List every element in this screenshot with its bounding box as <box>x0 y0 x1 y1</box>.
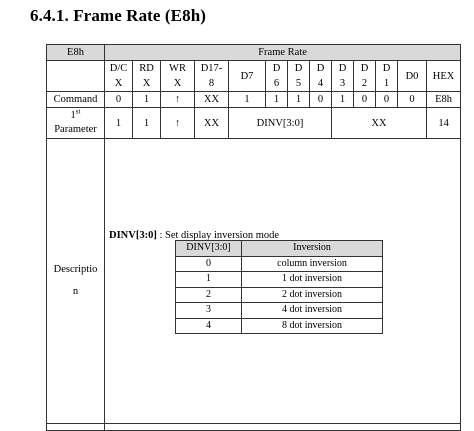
command-label: Command <box>47 92 105 108</box>
inversion-value: 1 <box>176 272 242 288</box>
bit-label-dc: D/C X <box>105 61 133 92</box>
bit-label-d3: D 3 <box>332 61 354 92</box>
register-name: E8h <box>47 45 105 61</box>
command-value: 0 <box>105 92 133 108</box>
dinv-description: DINV[3:0] : Set display inversion mode <box>109 230 280 241</box>
param-d17-8: XX <box>195 108 229 139</box>
inversion-value: 2 <box>176 287 242 303</box>
table-row <box>176 303 383 319</box>
inversion-mode: 2 dot inversion <box>242 287 383 303</box>
param-hex: 14 <box>427 108 461 139</box>
register-title: Frame Rate <box>105 45 461 61</box>
header-row <box>47 45 461 61</box>
empty-corner-cell <box>47 61 105 92</box>
parameter-row <box>47 108 461 139</box>
command-value: 1 <box>288 92 310 108</box>
param-dc: 1 <box>105 108 133 139</box>
bit-label-d17-8: D17- 8 <box>195 61 229 92</box>
inversion-mode: 4 dot inversion <box>242 303 383 319</box>
inversion-value: 3 <box>176 303 242 319</box>
description-row <box>47 139 461 424</box>
command-value: 0 <box>310 92 332 108</box>
bit-label-d1: D 1 <box>376 61 398 92</box>
bit-label-row <box>47 61 461 92</box>
next-row-partial <box>47 424 461 431</box>
bit-label-d5: D 5 <box>288 61 310 92</box>
table-row <box>176 287 383 303</box>
param-dont-care: XX <box>332 108 427 139</box>
param-rd: 1 <box>133 108 161 139</box>
inversion-header-row <box>176 241 383 257</box>
next-row-content-cell <box>105 424 461 431</box>
next-row-label-cell <box>47 424 105 431</box>
bit-label-d4: D 4 <box>310 61 332 92</box>
param-wr: ↑ <box>161 108 195 139</box>
parameter-label: 1st Parameter <box>47 108 105 139</box>
bit-label-wr: WR X <box>161 61 195 92</box>
inversion-mode: 8 dot inversion <box>242 318 383 334</box>
bit-label-d6: D 6 <box>266 61 288 92</box>
param-dinv: DINV[3:0] <box>229 108 332 139</box>
inversion-value: 4 <box>176 318 242 334</box>
inversion-mode: column inversion <box>242 256 383 272</box>
bit-label-rd: RD X <box>133 61 161 92</box>
bit-label-d0: D0 <box>398 61 427 92</box>
command-value: 1 <box>229 92 266 108</box>
command-value: 0 <box>376 92 398 108</box>
inversion-table <box>175 240 383 334</box>
bit-label-hex: HEX <box>427 61 461 92</box>
inversion-mode: 1 dot inversion <box>242 272 383 288</box>
bit-label-d7: D7 <box>229 61 266 92</box>
section-heading: 6.4.1. Frame Rate (E8h) <box>30 6 207 25</box>
table-row <box>176 318 383 334</box>
description-content <box>105 139 461 424</box>
inversion-header-mode: Inversion <box>242 241 383 257</box>
command-row <box>47 92 461 108</box>
inversion-value: 0 <box>176 256 242 272</box>
inversion-header-dinv: DINV[3:0] <box>176 241 242 257</box>
command-value: XX <box>195 92 229 108</box>
register-table <box>46 44 461 431</box>
description-label: Descriptio n <box>47 139 105 424</box>
command-value: 0 <box>398 92 427 108</box>
table-row <box>176 256 383 272</box>
table-row <box>176 272 383 288</box>
command-value: 1 <box>332 92 354 108</box>
command-value: 1 <box>266 92 288 108</box>
command-hex: E8h <box>427 92 461 108</box>
command-value: 1 <box>133 92 161 108</box>
command-value: ↑ <box>161 92 195 108</box>
command-value: 0 <box>354 92 376 108</box>
bit-label-d2: D 2 <box>354 61 376 92</box>
